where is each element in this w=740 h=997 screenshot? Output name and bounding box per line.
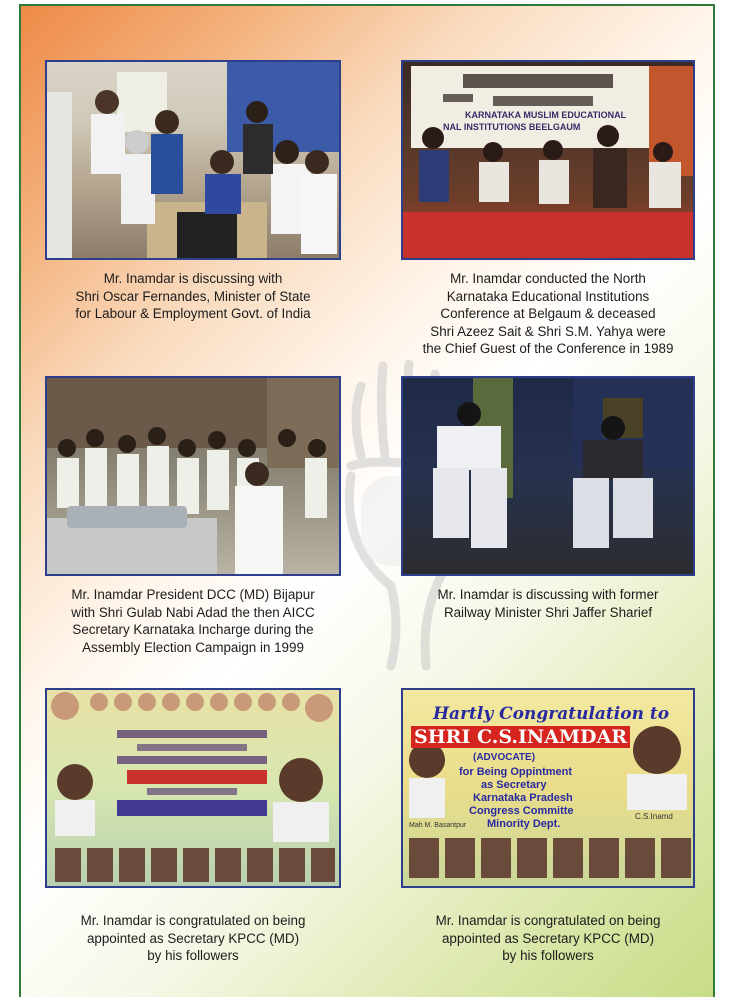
banner-line-4: Congress Committe — [469, 805, 574, 817]
caption-3-line: with Shri Gulab Nabi Adad the then AICC — [71, 604, 315, 620]
banner-line-1: for Being Oppintment — [459, 766, 573, 778]
banner-line-2: as Secretary — [481, 779, 547, 791]
caption-2-line: Conference at Belgaum & deceased — [440, 306, 656, 321]
caption-6-line: by his followers — [502, 948, 594, 963]
caption-3-line: Mr. Inamdar President DCC (MD) Bijapur — [71, 587, 315, 602]
meeting-scene — [47, 62, 339, 258]
caption-2-line: the Chief Guest of the Conference in 1989 — [422, 341, 674, 356]
conference-scene — [403, 62, 693, 258]
caption-2-line: Mr. Inamdar conducted the North — [450, 271, 646, 286]
caption-2 — [396, 270, 700, 358]
caption-5-line: by his followers — [147, 948, 239, 963]
conference-banner-line-1: KARNATAKA MUSLIM EDUCATIONAL — [465, 110, 627, 120]
caption-5-line: Mr. Inamdar is congratulated on being — [80, 913, 306, 928]
campaign-scene — [47, 378, 339, 574]
banner-sign-left: Mah M. Basantpur — [409, 822, 467, 829]
photo-congratulation-banner — [401, 688, 695, 888]
photo-belgaum-conference — [401, 60, 695, 260]
caption-1-line: for Labour & Employment Govt. of India — [75, 306, 311, 321]
photo-jaffer-sharief — [401, 376, 695, 576]
caption-6-line: appointed as Secretary KPCC (MD) — [441, 930, 655, 946]
conference-banner-line-2: NAL INSTITUTIONS BEELGAUM — [443, 122, 581, 132]
caption-2-line: Karnataka Educational Institutions — [446, 288, 650, 304]
banner-headline: Hartly Congratulation to — [433, 704, 670, 724]
photo-kannada-felicitation-banner — [45, 688, 341, 888]
caption-5 — [45, 912, 341, 965]
caption-3 — [41, 586, 345, 656]
banner-advocate: (ADVOCATE) — [473, 752, 536, 763]
caption-6 — [401, 912, 695, 965]
photo-meeting-oscar-fernandes — [45, 60, 341, 260]
caption-3-line: Secretary Karnataka Incharge during the — [72, 622, 314, 637]
caption-4-line: Railway Minister Shri Jaffer Sharief — [443, 604, 653, 620]
caption-1-line: Shri Oscar Fernandes, Minister of State — [75, 288, 311, 304]
banner-line-5: Minority Dept. — [487, 818, 561, 830]
discussion-scene — [403, 378, 693, 574]
banner-name: SHRI C.S.INAMDAR — [411, 726, 630, 748]
kannada-banner-scene — [47, 690, 339, 886]
caption-6-line: Mr. Inamdar is congratulated on being — [435, 913, 661, 928]
caption-3-line: Assembly Election Campaign in 1999 — [82, 639, 304, 655]
caption-4-line: Mr. Inamdar is discussing with former — [437, 587, 659, 602]
caption-4 — [401, 586, 695, 621]
caption-1 — [45, 270, 341, 323]
banner-line-3: Karnataka Pradesh — [473, 792, 573, 804]
caption-5-line: appointed as Secretary KPCC (MD) — [86, 930, 300, 946]
page — [19, 4, 715, 997]
banner-sign-right: C.S.Inamd — [635, 812, 673, 821]
caption-1-line: Mr. Inamdar is discussing with — [103, 271, 283, 286]
caption-2-line: Shri Azeez Sait & Shri S.M. Yahya were — [430, 323, 666, 339]
photo-election-campaign-1999 — [45, 376, 341, 576]
